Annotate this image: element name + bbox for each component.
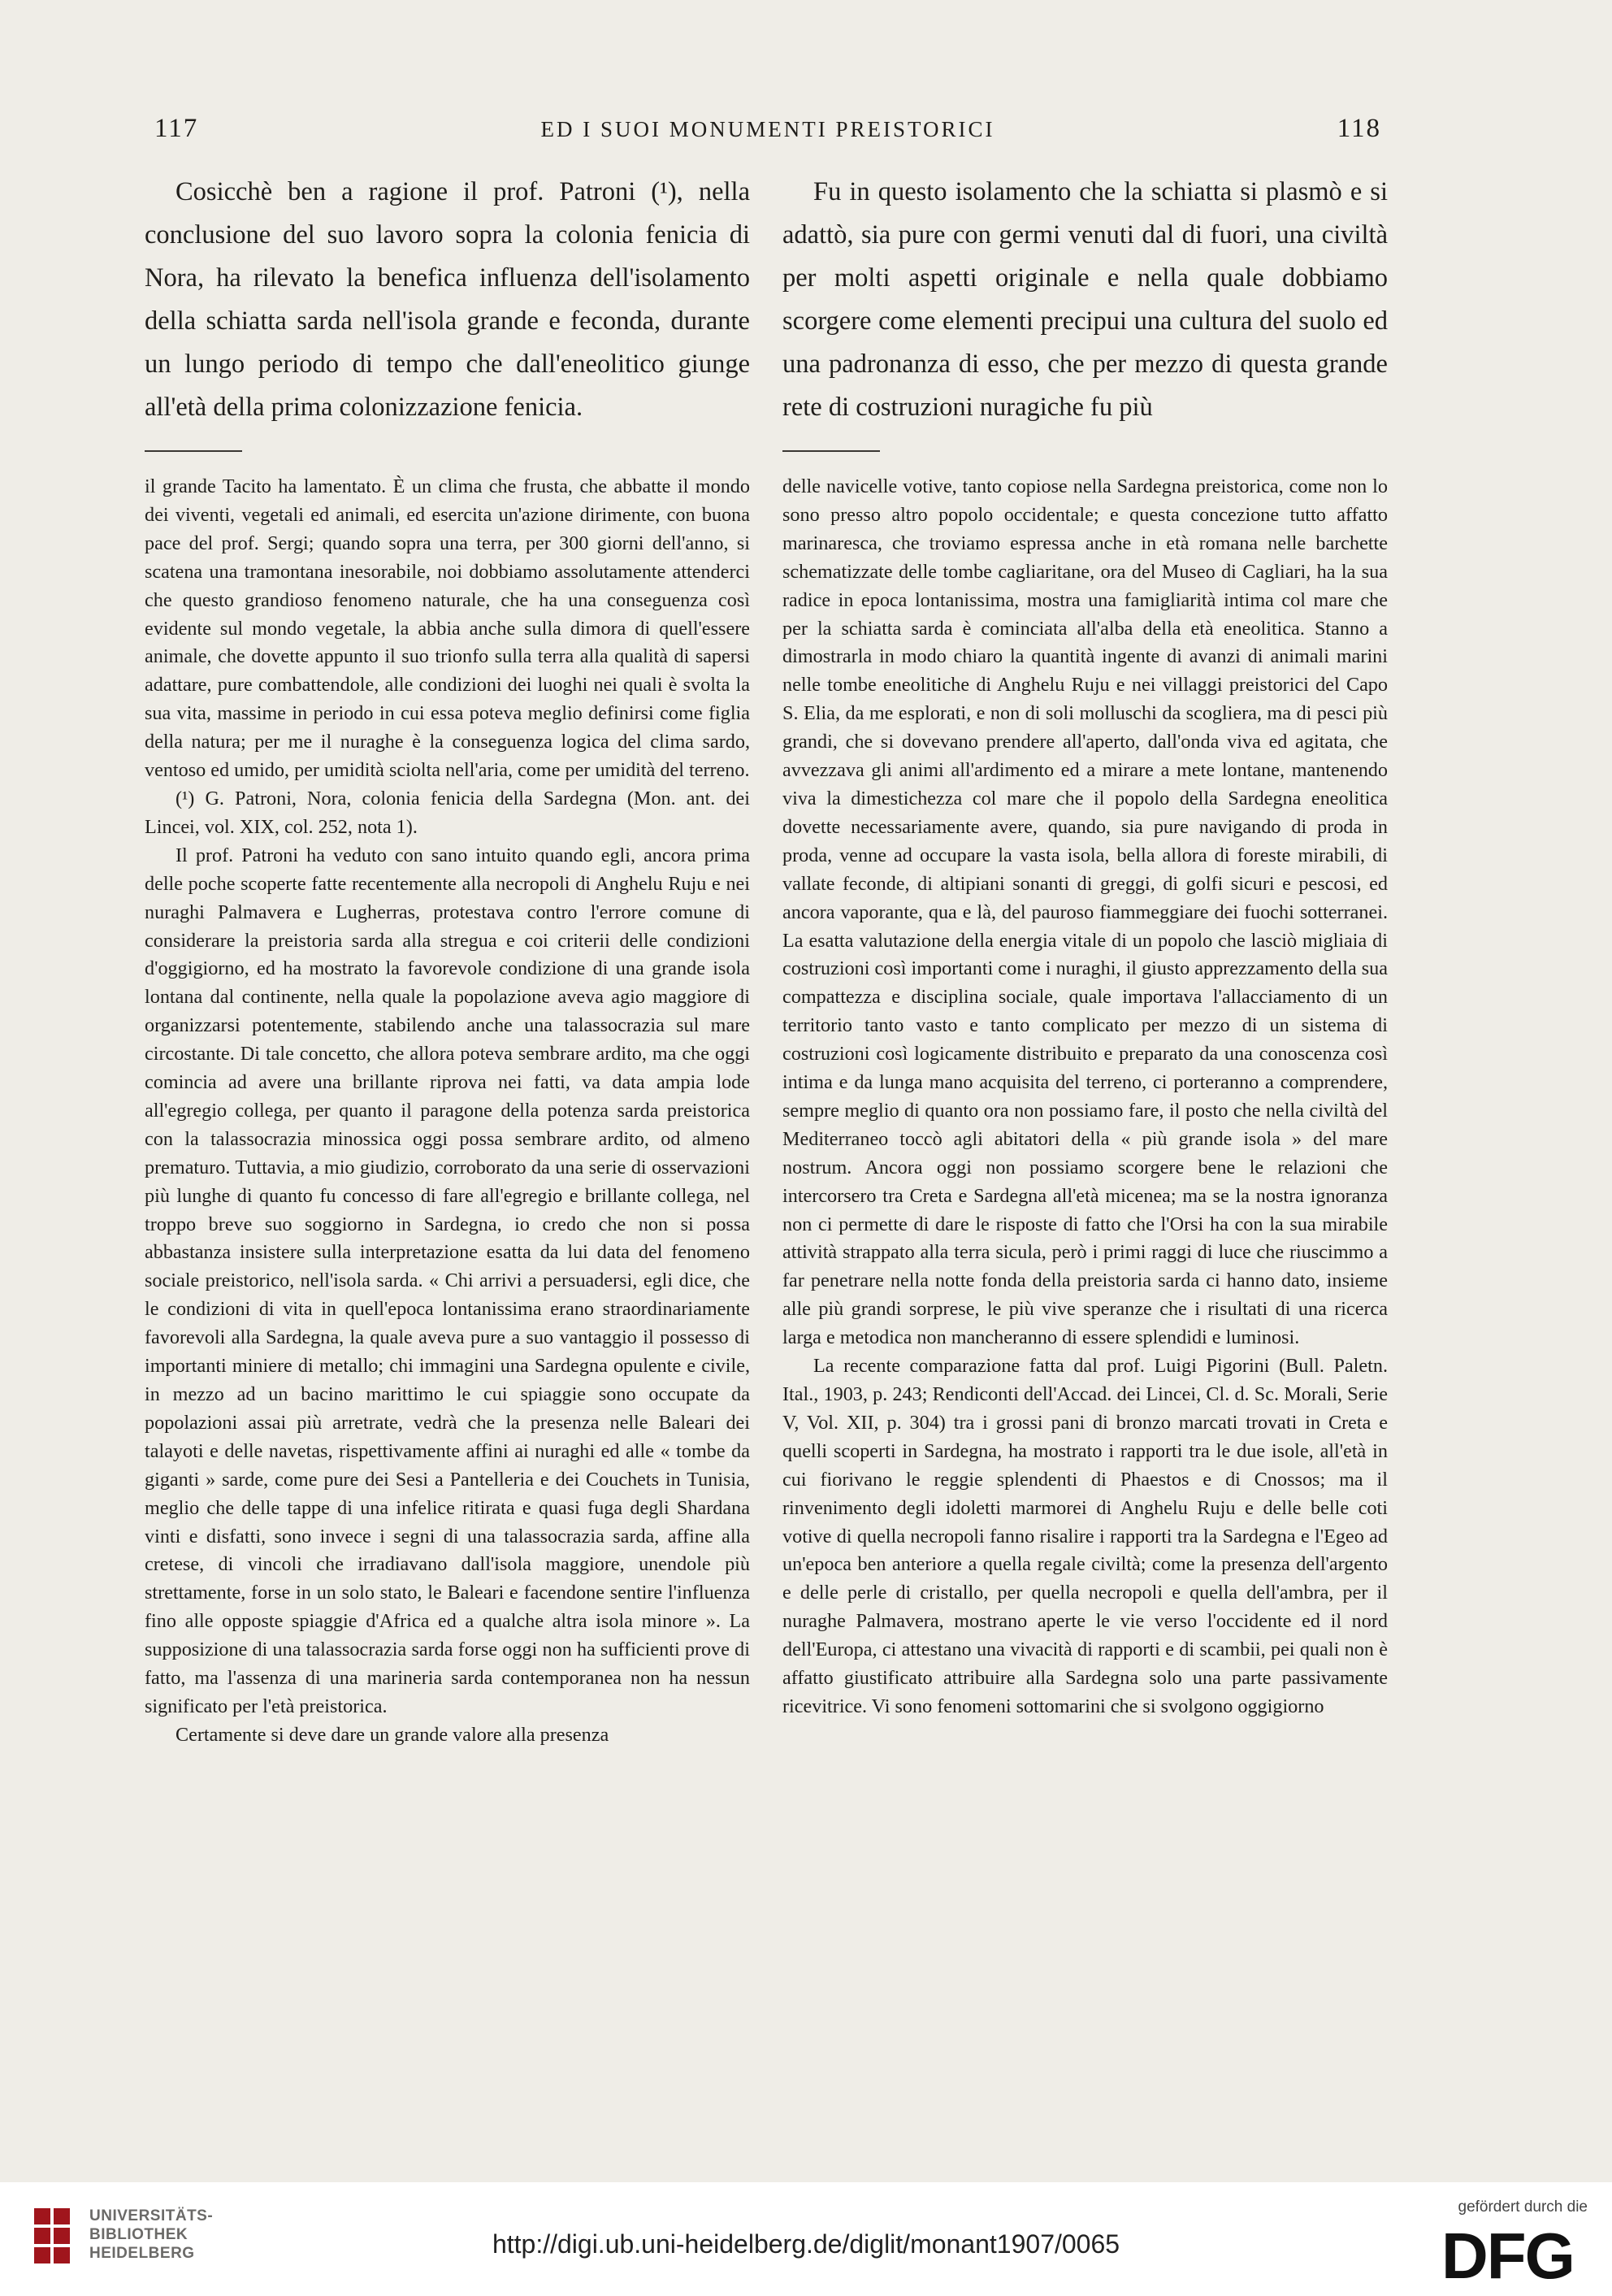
right-note-paragraph: La recente comparazione fatta dal prof. Luigi Pigorini (Bull. Paletn. Ital., 1903, p. 243; Rendiconti dell'Accad. dei Lincei, Cl. d. Sc. Morali, Serie V, Vol. XII, p. 304) tra i grossi pani di bronzo marcati trovati in Creta e quelli scoperti in Sardegna, ha mostrato i rapporti tra le due isole, all'età in cui fiorivano le reggie splendenti di Phaestos e di Cnossos; ma il rinvenimento degli idoletti marmorei di Anghelu Ruju e delle belle coti votive di quella necropoli fanno risalire i rapporti tra la Sardegna e l'Egeo ad un'epoca ben anteriore a quella regale civiltà; come la presenza dell'argento e delle perle di cristallo, per quella necropoli e quella dell'ambra, per il nuraghe Palmavera, mostrano aperte le vie verso l'occidente ed il nord dell'Europa, ci attestano una vivacità di rapporti e di scambii, pei quali non è affatto giustificato attribuire alla Sardegna solo una parte passivamente ricevitrice. Vi sono fenomeni sottomarini che si svolgono oggigiorno [782, 1355, 1388, 1717]
page-number-left: 117 [154, 114, 199, 143]
dfg-logo-icon [1441, 2224, 1589, 2283]
right-column [782, 171, 1388, 1721]
left-note-paragraph: Certamente si deve dare un grande valore alla presenza [176, 1723, 609, 1746]
right-note-paragraph: delle navicelle votive, tanto copiose nella Sardegna preistorica, come non lo sono presso altro popolo occidentale; e questa concezione tutto affatto marinaresca, che troviamo espressa anche in età romana nelle barchette schematizzate delle tombe cagliaritane, ora del Museo di Cagliari, ha la sua radice in epoca lontanissima, mostra una famigliarità intima col mare che per la schiatta sarda è cominciata all'alba della età eneolitica. Stanno a dimostrarla in modo chiaro la quantità ingente di avanzi di animali marini nelle tombe eneolitiche di Anghelu Ruju e nei villaggi preistorici del Capo S. Elia, da me esplorati, e non di soli molluschi da scogliera, ma di pesci più grandi, che si dovevano prendere all'aperto, dall'onda viva ed agitata, che avvezzava gli animi all'ardimento ed a mirare a mete lontane, mantenendo viva la dimestichezza col mare che il popolo della Sardegna eneolitica dovette necessariamente avere, quando, sia pure navigando di proda in proda, venne ad occupare la vasta isola, bella allora di foreste mirabili, di vallate feconde, di altipiani sonanti di greggi, di golfi sicuri e pescosi, ed ancora vaporante, qua e là, del pauroso fiammeggiare dei fuochi sotterranei. La esatta valutazione della energia vitale di un popolo che lasciò migliaia di costruzioni così importanti come i nuraghi, il giusto apprezzamento della sua compattezza e disciplina sociale, quale importava l'allacciamento di un territorio tanto vasto e tanto complicato per mezzo di un sistema di costruzioni così logicamente distribuito e preparato da una conoscenza così intima e da lunga mano acquisita del terreno, ci porteranno a comprendere, sempre meglio di quanto ora non possiamo fare, il posto che nella civiltà del Mediterraneo toccò agli abitatori della « più grande isola » del mare nostrum. Ancora oggi non possiamo scorgere bene le relazioni che intercorsero tra Creta e Sardegna all'età micenea; ma se la nostra ignoranza non ci permette di dare le risposte di fatto che l'Orsi ha con la sua mirabile attività strappato alla terra sicula, però i primi raggi di luce che riuscimmo a far penetrare nella notte fonda della preistoria sarda ci hanno dato, insieme alle più grandi sorprese, le più vive speranze che i risultati di una ricerca larga e metodica non mancheranno di essere splendidi e luminosi. [782, 475, 1388, 1349]
running-head [154, 114, 1381, 146]
viewer-footer [0, 2182, 1612, 2296]
left-main-paragraph: Cosicchè ben a ragione il prof. Patroni (¹), nella conclusione del suo lavoro sopra la colonia fenicia di Nora, ha rilevato la benefica influenza dell'isolamento della schiatta sarda nell'isola grande e feconda, durante un lungo periodo di tempo che dall'eneolitico giunge all'età della prima colonizzazione fenicia. [145, 177, 750, 422]
library-name-line: HEIDELBERG [89, 2245, 195, 2262]
right-main-paragraph: Fu in questo isolamento che la schiatta si plasmò e si adattò, sia pure con germi venuti dal di fuori, una civiltà per molti aspetti originale e nella quale dobbiamo scorgere come elementi precipui una cultura del suolo ed una padronanza di esso, che per mezzo di questa grande rete di costruzioni nuragiche fu più [782, 177, 1388, 422]
page-number-right: 118 [1337, 114, 1381, 143]
funded-by-label: gefördert durch die [1458, 2198, 1588, 2216]
svg-text:DFG: DFG [1441, 2224, 1574, 2283]
right-main-text [782, 171, 1388, 429]
left-main-text [145, 171, 750, 429]
running-title: ED I SUOI MONUMENTI PREISTORICI [540, 117, 995, 141]
library-name-line: BIBLIOTHEK [89, 2226, 188, 2243]
footnote-reference: (¹) G. Patroni, Nora, colonia fenicia della Sardegna (Mon. ant. dei Lincei, vol. XIX, col. 252, nota 1). [145, 787, 750, 838]
left-note-paragraph: Il prof. Patroni ha veduto con sano intuito quando egli, ancora prima delle poche scoperte fatte recentemente alla necropoli di Anghelu Ruju e nei nuraghi Palmavera e Lugherras, protestava contro l'errore comune di considerare la preistoria sarda alla stregua e coi criterii delle condizioni d'oggigiorno, ed ha mostrato la favorevole condizione di una grande isola lontana dal continente, nella quale la popolazione aveva agio maggiore di organizzarsi potentemente, stabilendo anche una talassocrazia sul mare circostante. Di tale concetto, che allora poteva sembrare ardito, ma che oggi comincia ad avere una brillante riprova nei fatti, va data ampia lode all'egregio collega, per quanto il paragone della potenza sarda preistorica con la talassocrazia minossica oggi possa sembrare ardito, od almeno prematuro. Tuttavia, a mio giudizio, corroborato da una serie di osservazioni più lunghe di quanto fu concesso di fare all'egregio e brillante collega, nel troppo breve suo soggiorno in Sardegna, io credo che non si possa abbastanza insistere sulla interpretazione esatta da lui data del fenomeno sociale preistorico, nell'isola sarda. « Chi arrivi a persuadersi, egli dice, che le condizioni di vita in quell'epoca lontanissima erano straordinariamente favorevoli alla Sardegna, la quale aveva pure a suo vantaggio il possesso di importanti miniere di metallo; chi immagini una Sardegna opulente e civile, in mezzo ad un bacino marittimo le cui spiaggie sono occupate da popolazioni assai più arretrate, vedrà che la presenza nelle Baleari dei talayoti e delle navetas, rispettivamente affini ai nuraghi ed alle « tombe da giganti » sarde, come pure dei Sesi a Pantelleria e dei Couchets in Tunisia, meglio che delle tappe di una infelice ritirata e quasi fuga degli Shardana vinti e disfatti, sono invece i segni di una talassocrazia sarda, affine alla cretese, di vincoli che irradiavano dall'isola maggiore, unendole più strettamente, forse in un solo stato, le Baleari e facendone sentire l'influenza fino alle opposte spiaggie d'Africa ed a qualche altra isola minore ». La supposizione di una talassocrazia sarda forse oggi non ha sufficienti prove di fatto, ma l'assenza di una marineria sarda contemporanea non ha nessun significato per l'età preistorica. [145, 844, 750, 1717]
footnote-separator-left [145, 450, 242, 452]
right-notes [782, 473, 1388, 1721]
left-note-paragraph: il grande Tacito ha lamentato. È un clima che frusta, che abbatte il mondo dei viventi, vegetali ed animali, ed esercita un'azione dirimente, con buona pace del prof. Sergi; quando sopra una terra, per 300 giorni dell'anno, si scatena una tramontana inesorabile, noi dobbiamo assolutamente attenderci che questo grandioso fenomeno naturale, che ha una conseguenza così evidente sul mondo vegetale, la abbia anche sulla dimora di quell'essere animale, che dovette appunto il suo trionfo sulla terra alla qualità di sapersi adattare, pure combattendole, alle condizioni dei luoghi nei quali è svolta la sua vita, massime in periodo in cui essa poteva meglio definirsi come figlia della natura; per me il nuraghe è la conseguenza logica del clima sardo, ventoso ed umido, per umidità sciolta nell'aria, come per umidità del terreno. [145, 475, 750, 782]
left-notes [145, 473, 750, 1750]
permalink-url[interactable]: http://digi.ub.uni-heidelberg.de/diglit/monant1907/0065 [492, 2229, 1120, 2259]
footnote-separator-right [782, 450, 880, 452]
left-column [145, 171, 750, 1750]
library-name-line: UNIVERSITÄTS- [89, 2207, 214, 2224]
